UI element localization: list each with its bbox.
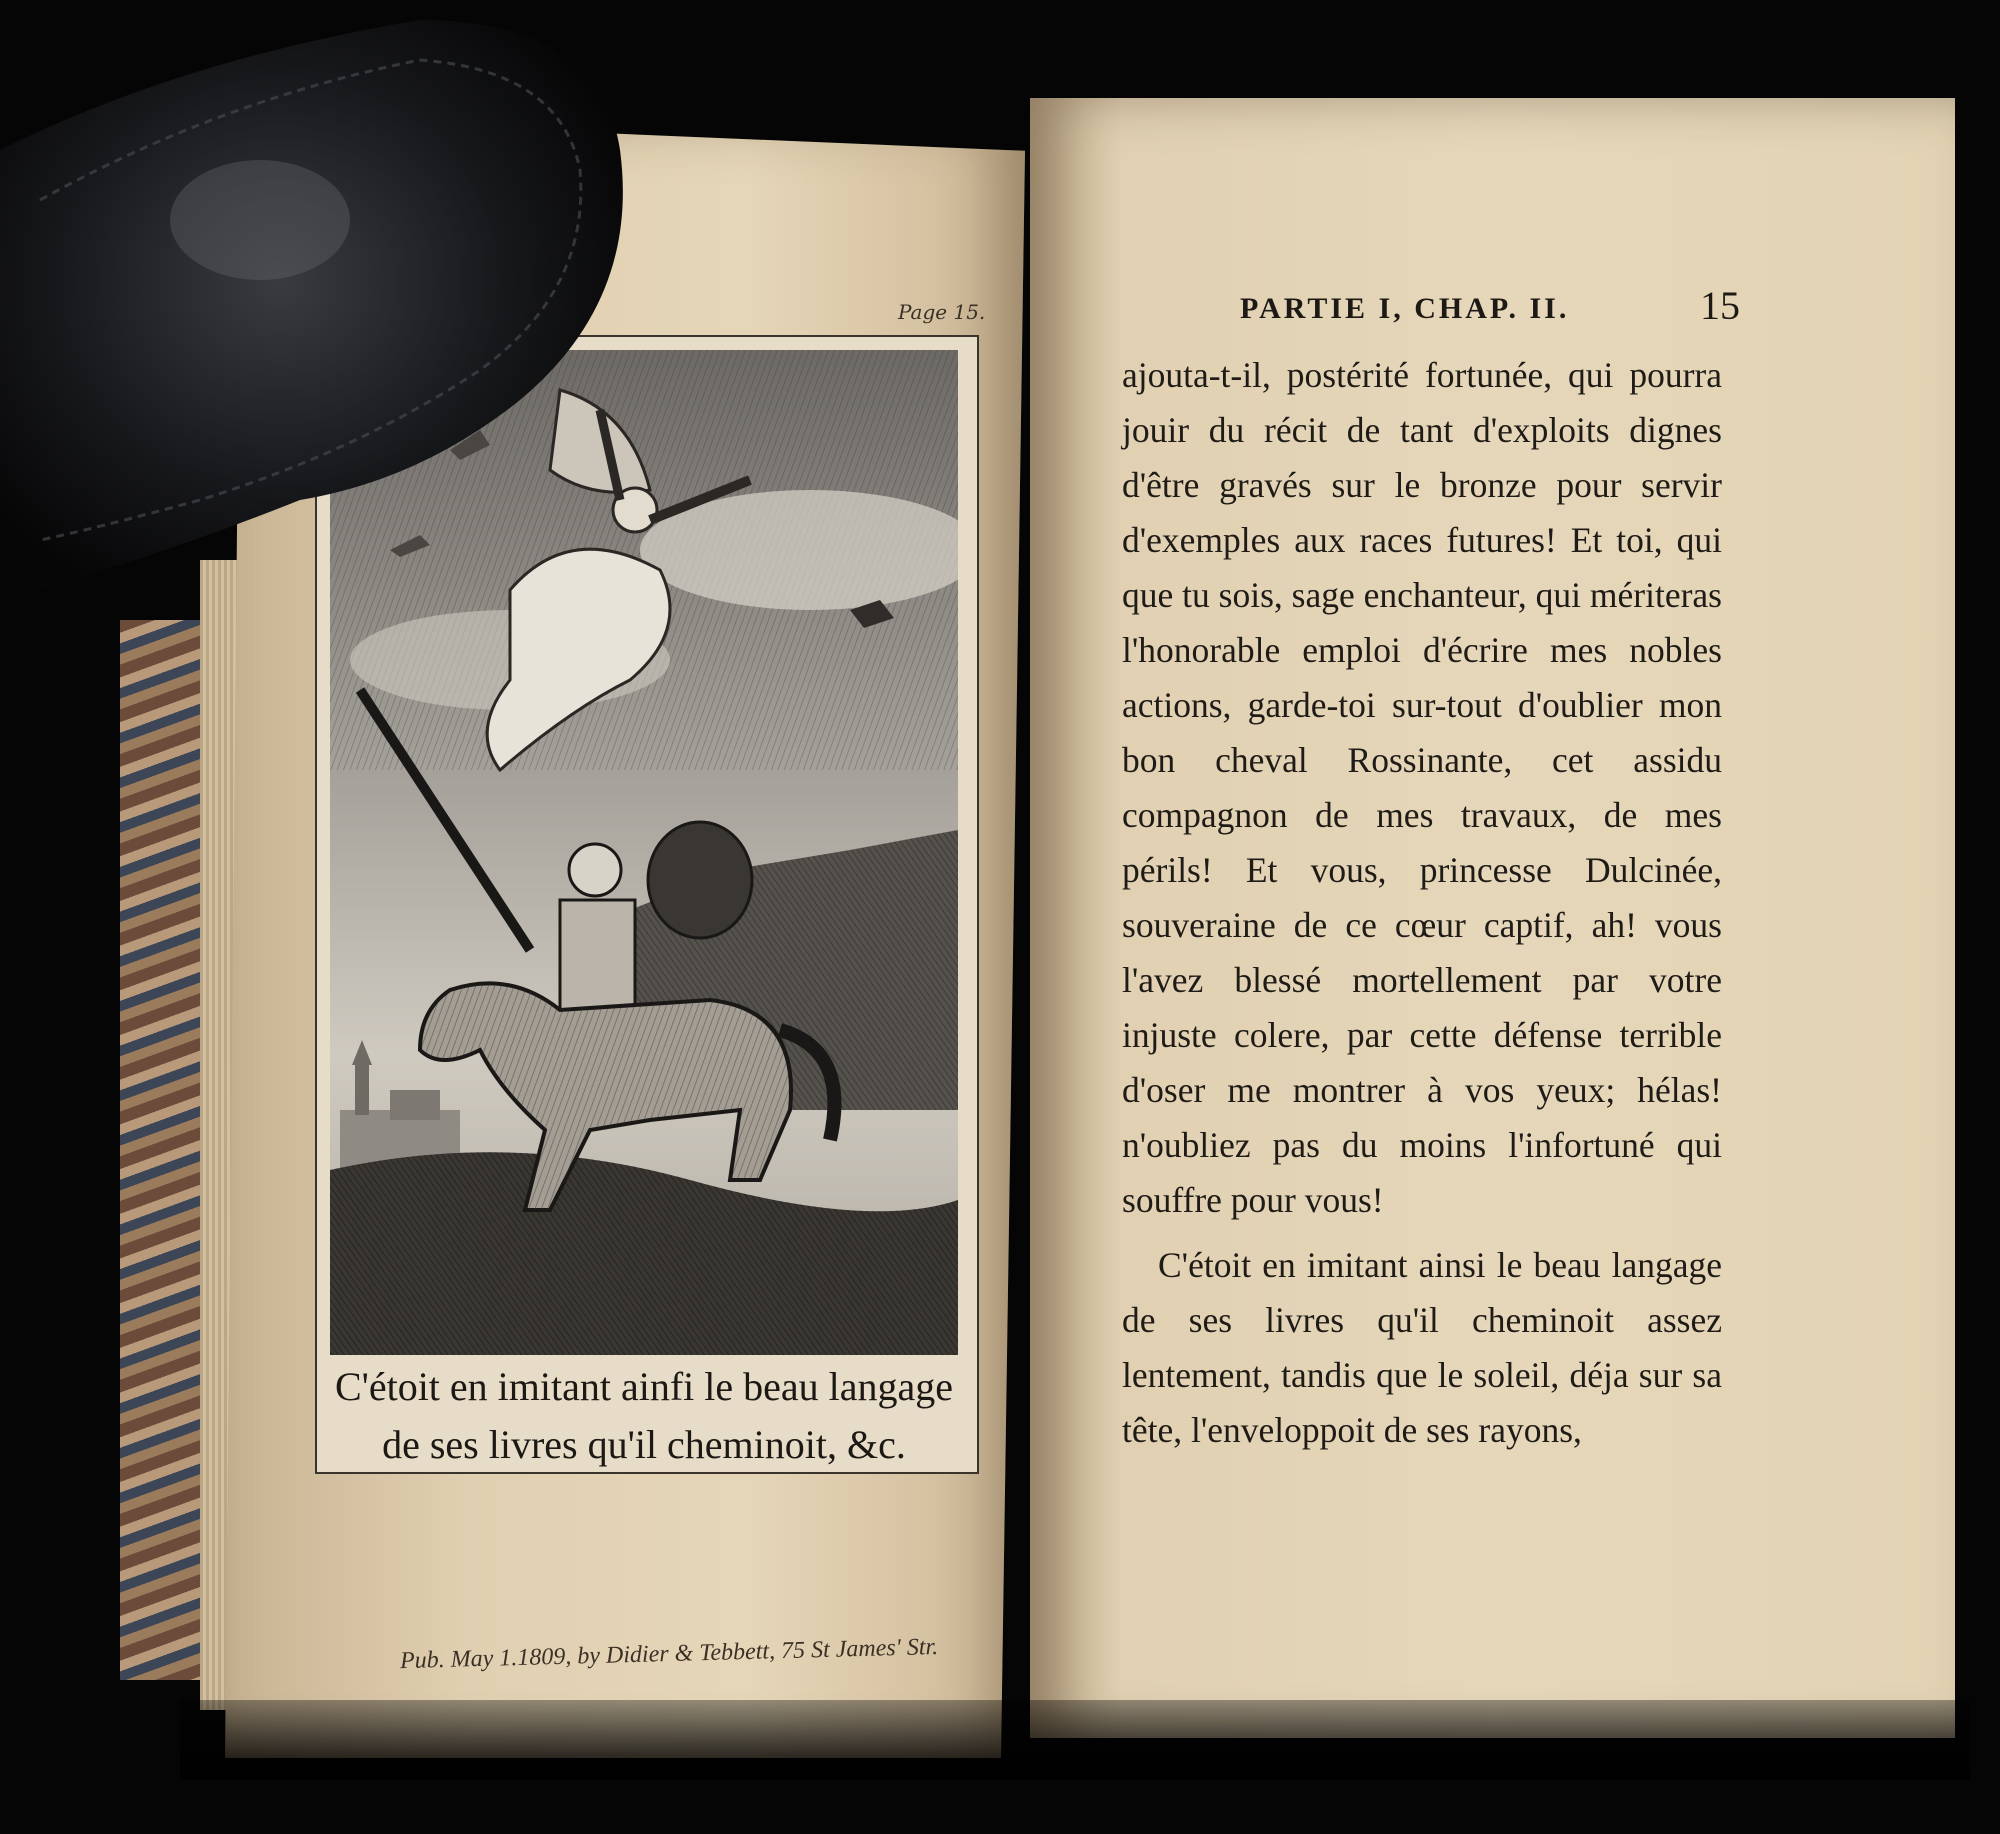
caption-line-2: de ses livres qu'il cheminoit, &c. [382,1422,906,1467]
page-text [1122,348,1722,1458]
running-head: PARTIE I, CHAP. II. [1240,292,1570,325]
paragraph-2: C'étoit en imitant ainsi le beau langage de ses livres qu'il cheminoit assez lentement, tandis que le soleil, déja sur sa tête, l'enveloppoit de ses rayons, [1122,1245,1722,1450]
plate-caption [330,1358,958,1474]
caption-line-1: C'étoit en imitant ainfi le beau langage [334,1364,954,1409]
plate-page-label: Page 15. [898,300,986,324]
shield [648,822,752,938]
marbled-cover-edge [120,620,200,1680]
publisher-imprint: Pub. May 1.1809, by Didier & Tebbett, 75 St James' Str. [399,1634,939,1675]
paragraph-1: ajouta-t-il, postérité fortunée, qui pourra jouir du récit de tant d'exploits dignes d'être gravés sur le bronze pour servir d'exemples aux races futures! Et toi, qui que tu sois, sage enchanteur, qui mériteras l'honorable emploi d'écrire mes nobles actions, garde-toi sur-tout d'oublier mon bon cheval Rossinante, cet assidu compagnon de mes travaux, de mes périls! Et vous, princesse Dulcinée, souveraine de ce cœur captif, ah! vous l'avez blessé mortellement par votre injuste colere, par cette défense terrible d'oser me montrer à vos yeux; hélas! n'oubliez pas du moins l'infortuné qui souffre pour vous! [1122,355,1722,1220]
leather-book-weight [0,0,640,610]
bottom-shadow [180,1700,1970,1780]
page-number: 15 [1700,283,1740,328]
